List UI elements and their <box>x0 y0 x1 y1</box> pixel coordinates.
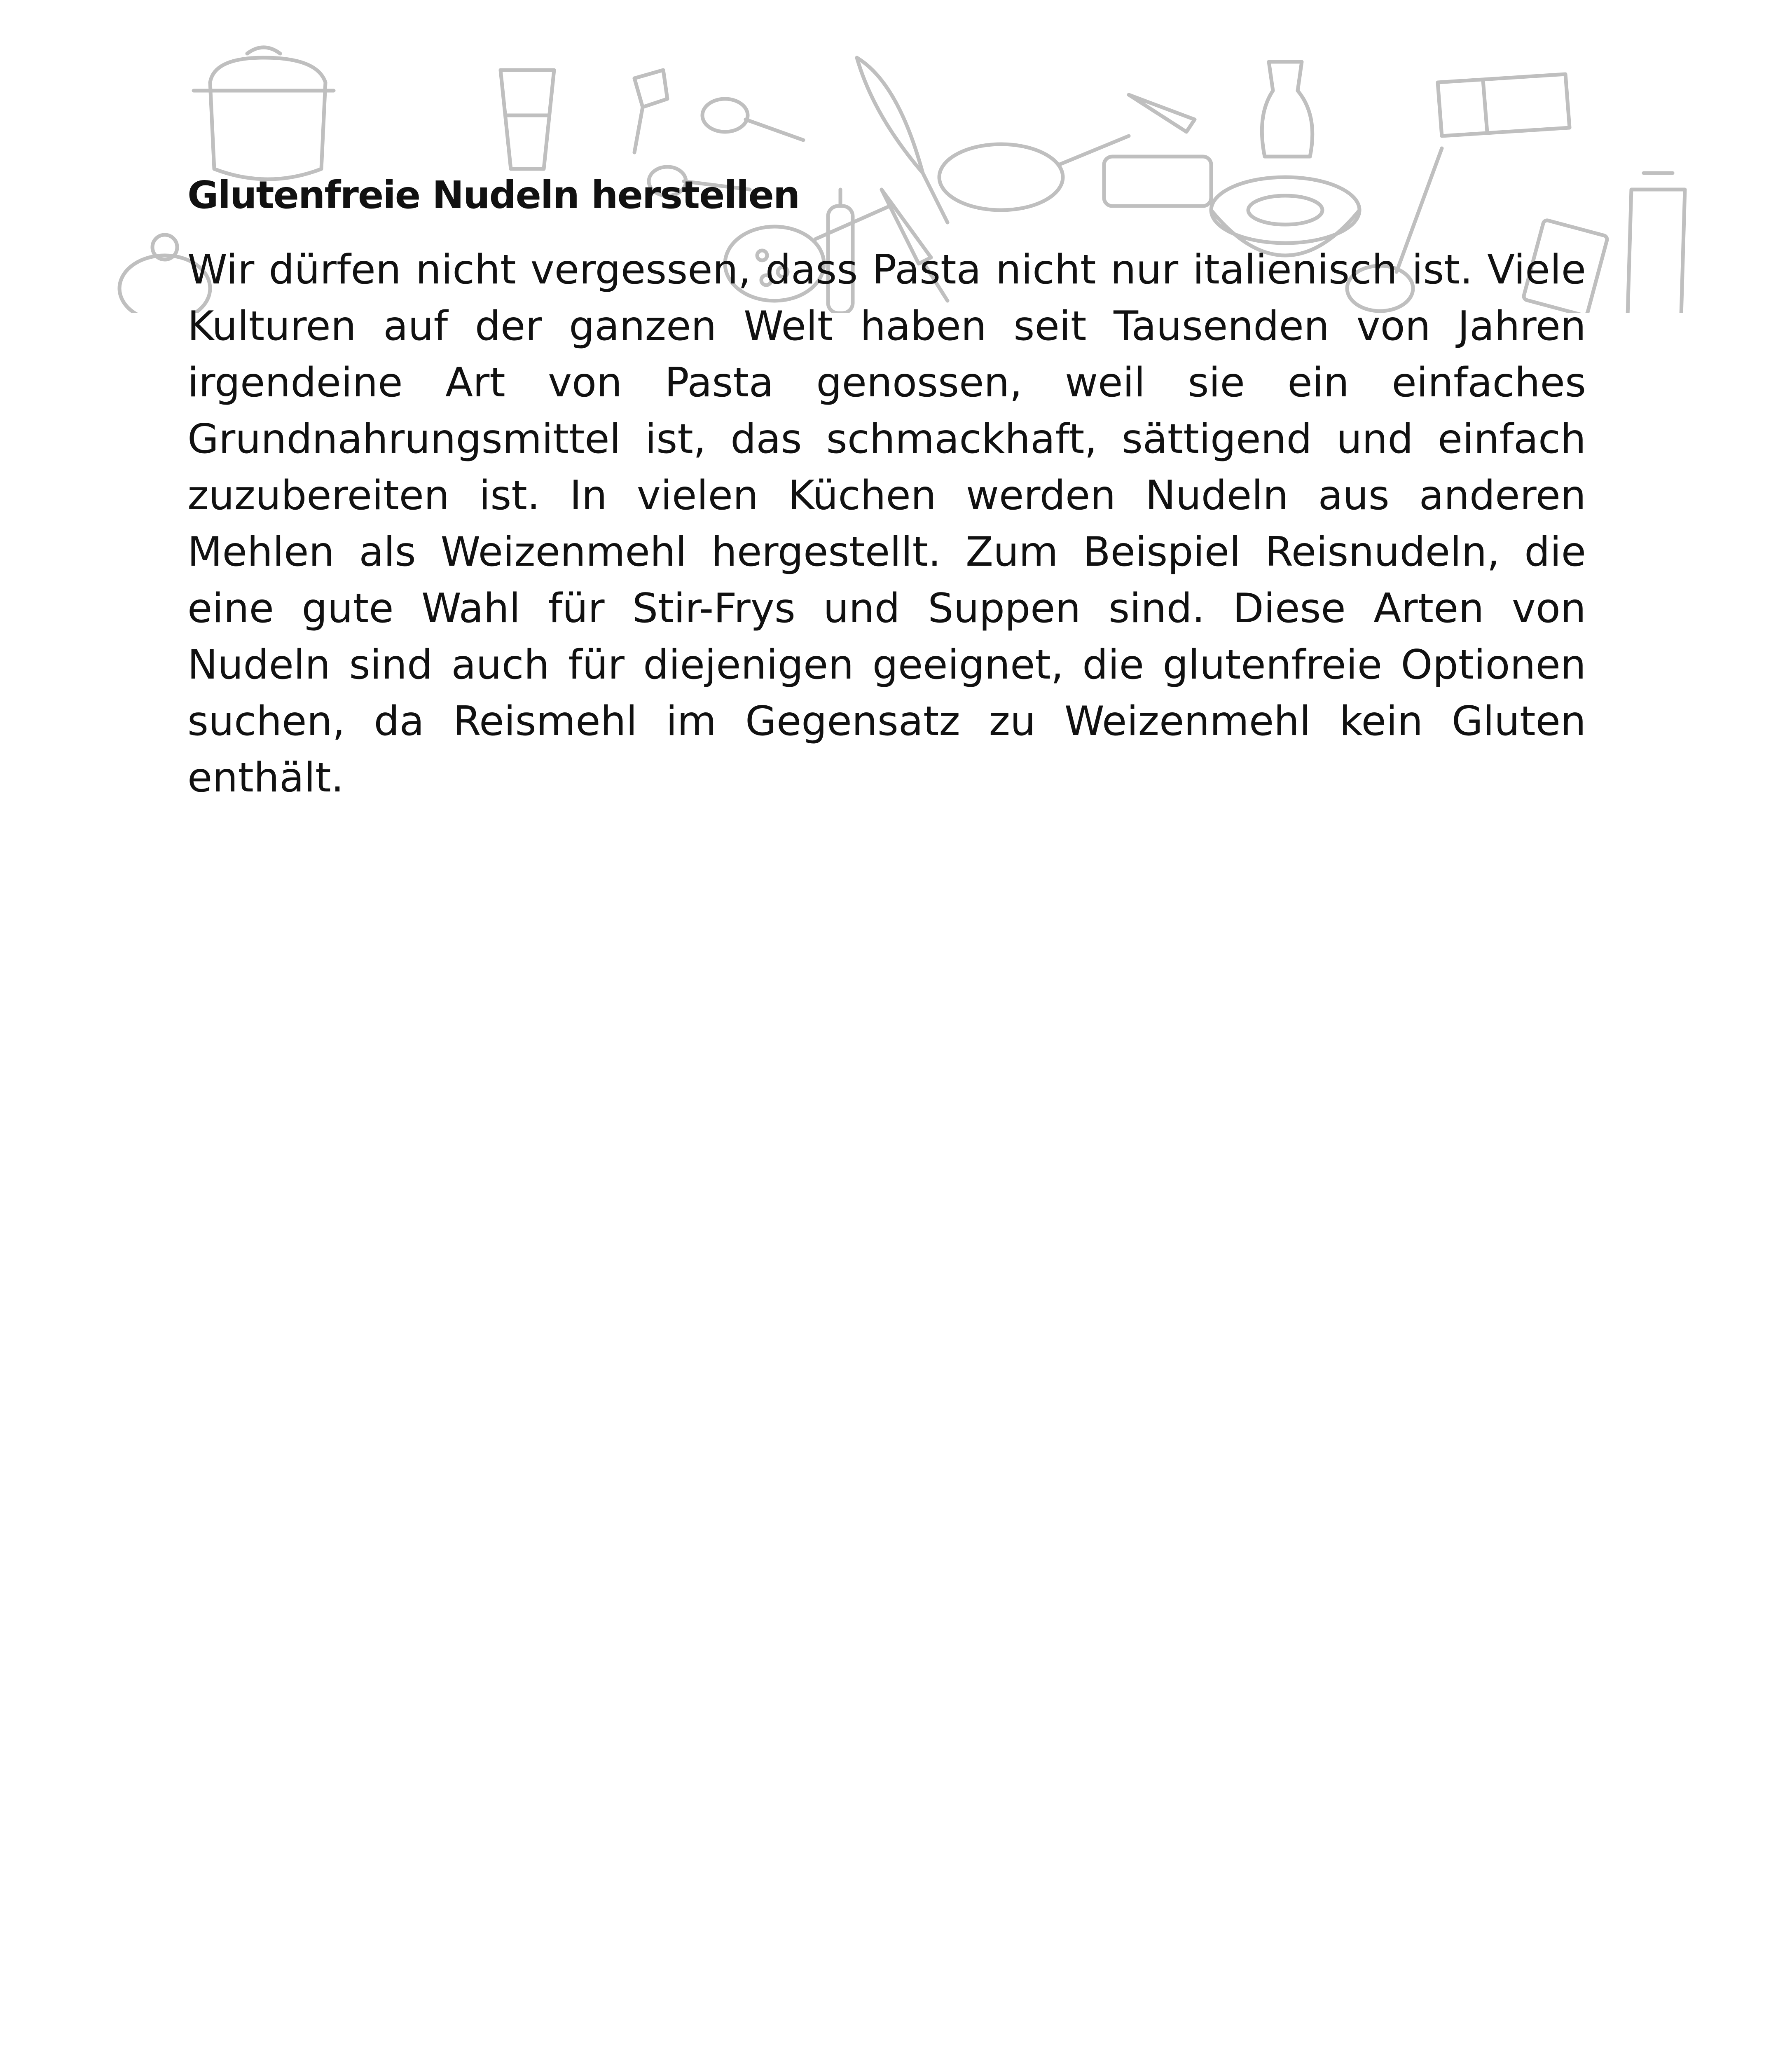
glass-icon <box>501 70 554 169</box>
pot-icon <box>194 47 334 179</box>
main-content <box>187 173 1586 806</box>
spoon-icon <box>702 99 803 140</box>
cake-ring-icon <box>1438 74 1570 136</box>
carafe-icon <box>1262 62 1312 157</box>
section-body: Wir dürfen nicht vergessen, dass Pasta nicht nur italienisch ist. Viele Kulturen auf der ganzen Welt haben seit Tausenden von Jahren irgendeine Art von Pasta genossen, weil sie ein einfaches Grundnahrungsmittel ist, das schmackhaft, sättigend und einfach zuzubereiten ist. In vielen Küchen werden Nudeln aus anderen Mehlen als Weizenmehl hergestellt. Zum Beispiel Reisnudeln, die eine gute Wahl für Stir-Frys und Suppen sind. Diese Arten von Nudeln sind auch für diejenigen geeignet, die glutenfreie Optionen suchen, da Reismehl im Gegensatz zu Weizenmehl kein Gluten enthält. <box>187 246 1586 801</box>
grater-icon <box>1627 173 1685 313</box>
knife-icon <box>1129 95 1195 132</box>
section-title: Glutenfreie Nudeln herstellen <box>187 173 800 217</box>
spatula-icon <box>634 70 667 152</box>
